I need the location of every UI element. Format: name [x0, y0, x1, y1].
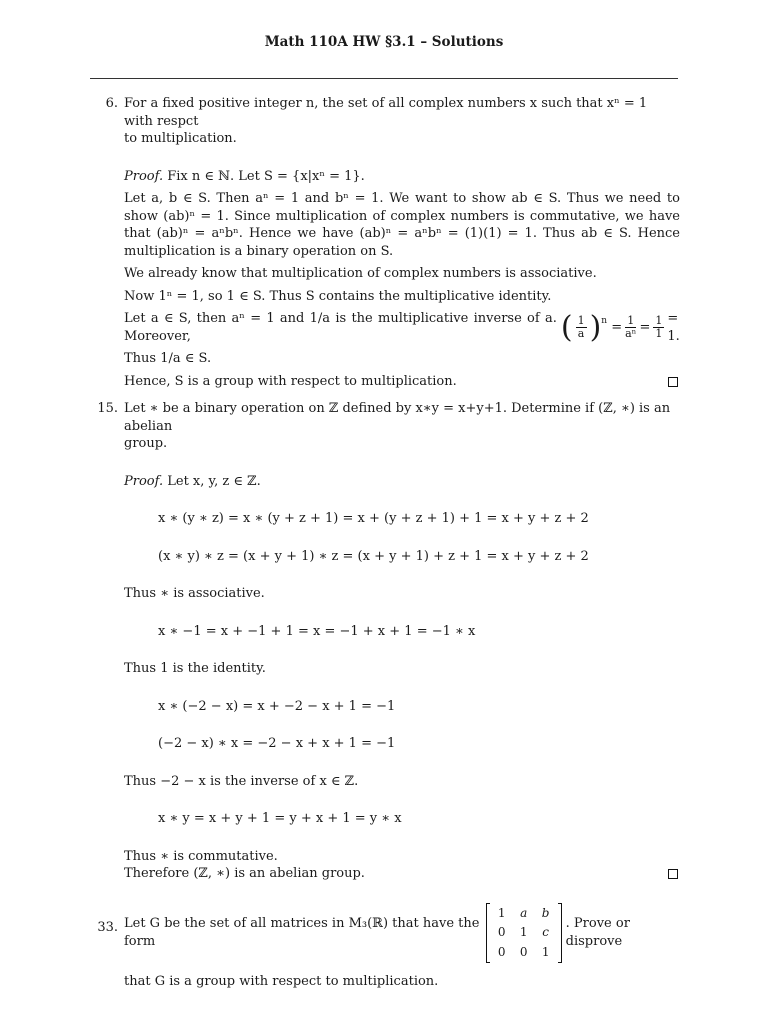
proof-text: Thus ∗ is commutative. [124, 848, 278, 864]
matrix-entry: 1 [541, 944, 550, 959]
problem-6 [94, 95, 680, 390]
fraction: $\frac{1}{a}$ [577, 314, 585, 340]
problem-15 [94, 400, 680, 883]
proof-intro-text: Fix n ∈ ℕ. Let S = {x|xⁿ = 1}. [167, 168, 365, 184]
problem-33 [94, 903, 680, 991]
inverse-text: Let a ∈ S, then aⁿ = 1 and 1/a is the multiplicative inverse of a. Moreover, [124, 311, 557, 344]
equation: (−2 − x) ∗ x = −2 − x + x + 1 = −1 [158, 736, 396, 751]
qed-square-icon [668, 869, 678, 879]
proof-conclusion: Hence, S is a group with respect to multiplication. [124, 373, 680, 391]
matrix-entry: 0 [497, 944, 506, 959]
proof-paragraph: Now 1ⁿ = 1, so 1 ∈ S. Thus S contains the multiplicative identity. [124, 288, 552, 304]
equation: x ∗ y = x + y + 1 = y + x + 1 = y ∗ x [158, 811, 402, 826]
proof-text: Thus 1 is the identity. [124, 661, 266, 676]
problem-statement: For a fixed positive integer n, the set of all complex numbers x such that xⁿ = 1 with respct [124, 96, 648, 129]
document-body [94, 95, 680, 991]
proof-text: Thus −2 − x is the inverse of x ∈ ℤ. [124, 773, 359, 789]
equation: x ∗ (−2 − x) = x + −2 − x + 1 = −1 [158, 698, 396, 714]
power-expression: ( $\frac{1}{a}$ ) n = $\frac{1}{\text{aⁿ}}$ = $\frac{1}{1}$ = 1. [560, 309, 680, 345]
problem-statement: Let G be the set of all matrices in M₃(ℝ) that have the form 1 a b 0 1 c 0 0 1 . Prove or disprove [124, 903, 680, 964]
matrix-entry: c [542, 925, 549, 939]
problem-statement: to multiplication. [124, 131, 237, 146]
problem-number: 15. [97, 401, 118, 416]
problem-statement: Let ∗ be a binary operation on ℤ defined by x∗y = x+y+1. Determine if (ℤ, ∗) is an abelian [124, 401, 671, 434]
proof-paragraph: Thus 1/a ∈ S. [124, 351, 212, 366]
matrix-entry: 1 [497, 905, 506, 920]
matrix-entry: 1 [519, 925, 528, 939]
matrix-entry: 0 [519, 944, 528, 959]
proof-paragraph: Let a, b ∈ S. Then aⁿ = 1 and bⁿ = 1. We want to show ab ∈ S. Thus we need to show (ab)ⁿ = 1. Since multiplication of complex numbers is commutative, we have that (ab)ⁿ = aⁿbⁿ. Hence we have (ab)ⁿ = aⁿbⁿ = (1)(1) = 1. Thus ab ∈ S. Hence multiplication is a binary operation on S. [124, 191, 680, 259]
proof-intro [124, 168, 680, 186]
proof-intro [124, 473, 680, 491]
matrix [486, 903, 562, 964]
problem-number: 6. [105, 96, 118, 111]
matrix-entry: b [541, 905, 550, 920]
fraction: $\frac{1}{\text{aⁿ}}$ [625, 314, 637, 340]
proof-intro-text: Let x, y, z ∈ ℤ. [167, 473, 261, 489]
qed-square-icon [668, 377, 678, 387]
problem-statement: group. [124, 436, 168, 451]
matrix-entry: a [520, 905, 528, 920]
proof-conclusion: Therefore (ℤ, ∗) is an abelian group. [124, 865, 680, 883]
equation: x ∗ −1 = x + −1 + 1 = x = −1 + x + 1 = −1 ∗ x [158, 623, 476, 639]
page-title: Math 110A HW §3.1 – Solutions [264, 34, 504, 50]
equation: x ∗ (y ∗ z) = x ∗ (y + z + 1) = x + (y + z + 1) + 1 = x + y + z + 2 [158, 511, 589, 526]
exponent: n [601, 315, 608, 326]
matrix-entry: 0 [497, 925, 506, 939]
problem-statement: that G is a group with respect to multiplication. [124, 974, 439, 989]
proof-text: Thus ∗ is associative. [124, 586, 265, 601]
inverse-line [124, 310, 680, 345]
header-rule [90, 78, 678, 79]
fraction: $\frac{1}{1}$ [655, 314, 663, 340]
equation: (x ∗ y) ∗ z = (x + y + 1) ∗ z = (x + y + 1) + z + 1 = x + y + z + 2 [158, 548, 589, 564]
problem-number: 33. [97, 919, 118, 935]
proof-paragraph: We already know that multiplication of complex numbers is associative. [124, 266, 597, 281]
proof-label: Proof. [124, 168, 164, 184]
proof-label: Proof. [124, 473, 164, 489]
